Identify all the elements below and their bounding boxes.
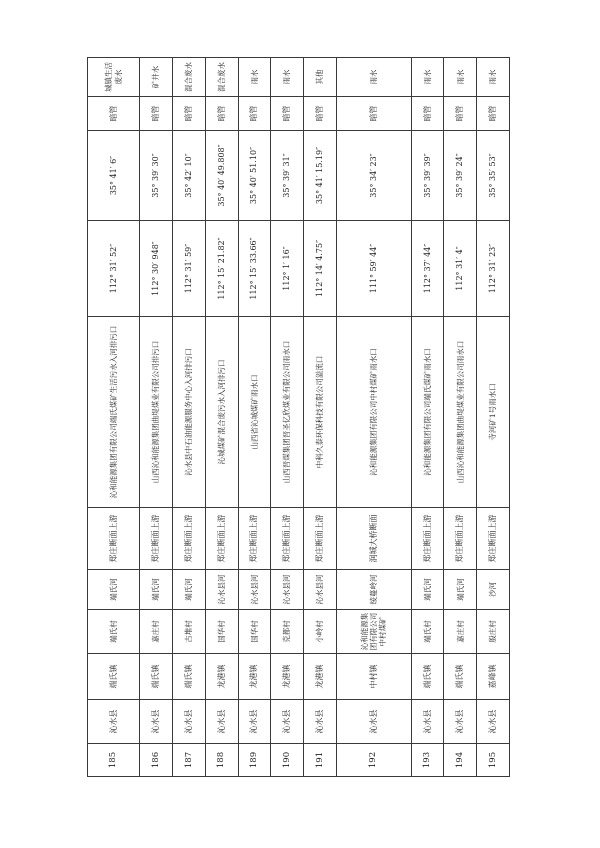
longitude-cell: 112° 1′ 16″ xyxy=(271,221,304,317)
county-cell: 沁水县 xyxy=(205,700,238,744)
discharge-method-cell: 暗管 xyxy=(411,97,444,131)
river-cell: 沁水县河 xyxy=(238,570,271,610)
wastewater-type-cell: 混合废水 xyxy=(173,58,206,97)
row-number: 194 xyxy=(444,744,477,777)
village-cell: 国华村 xyxy=(205,610,238,654)
longitude-cell: 112° 14′ 4.75″ xyxy=(304,221,337,317)
row-number: 185 xyxy=(88,744,140,777)
section-cell: 郑庄断面上游 xyxy=(477,508,510,570)
longitude-cell: 112° 31′ 4″ xyxy=(444,221,477,317)
town-cell: 端氏镇 xyxy=(173,654,206,700)
wastewater-type-cell: 混合废水 xyxy=(205,58,238,97)
outlet-name-cell: 沁和能源集团有限公司中村煤矿雨水口 xyxy=(336,317,411,508)
county-cell: 沁水县 xyxy=(411,700,444,744)
village-cell: 殷庄村 xyxy=(477,610,510,654)
town-cell: 龙港镇 xyxy=(238,654,271,700)
latitude-cell: 35° 40′ 51.10″ xyxy=(238,131,271,221)
longitude-cell: 112° 30′ 948″ xyxy=(140,221,173,317)
discharge-method-cell: 暗管 xyxy=(304,97,337,131)
row-number: 188 xyxy=(205,744,238,777)
table-body xyxy=(88,58,510,777)
river-cell: 端氏河 xyxy=(88,570,140,610)
table-row xyxy=(238,58,271,777)
row-number: 195 xyxy=(477,744,510,777)
table-row xyxy=(205,58,238,777)
table-row xyxy=(173,58,206,777)
outlet-name-cell: 山西晋煤集团晋圣亿欣煤业有限公司雨水口 xyxy=(271,317,304,508)
section-cell: 郑庄断面上游 xyxy=(271,508,304,570)
village-cell: 沁和能源集团有限公司中村煤矿 xyxy=(336,610,411,654)
county-cell: 沁水县 xyxy=(238,700,271,744)
wastewater-type-cell: 雨水 xyxy=(444,58,477,97)
county-cell: 沁水县 xyxy=(88,700,140,744)
outlet-name-cell: 山西沁和能源集团曲堤煤业有限公司雨水口 xyxy=(444,317,477,508)
latitude-cell: 35° 41′ 6″ xyxy=(88,131,140,221)
discharge-method-cell: 暗管 xyxy=(88,97,140,131)
section-cell: 郑庄断面上游 xyxy=(304,508,337,570)
river-cell: 沁水县河 xyxy=(271,570,304,610)
table-row xyxy=(477,58,510,777)
river-cell: 端氏河 xyxy=(173,570,206,610)
village-cell: 嘉庄村 xyxy=(444,610,477,654)
latitude-cell: 35° 40′ 49.808″ xyxy=(205,131,238,221)
table-row xyxy=(444,58,477,777)
discharge-method-cell: 暗管 xyxy=(271,97,304,131)
county-cell: 沁水县 xyxy=(173,700,206,744)
longitude-cell: 112° 15′ 33.66″ xyxy=(238,221,271,317)
town-cell: 龙港镇 xyxy=(304,654,337,700)
village-cell: 端氏村 xyxy=(411,610,444,654)
town-cell: 嘉峰镇 xyxy=(477,654,510,700)
table-row xyxy=(88,58,140,777)
latitude-cell: 35° 35′ 53″ xyxy=(477,131,510,221)
longitude-cell: 112° 31′ 52″ xyxy=(88,221,140,317)
section-cell: 郑庄断面上游 xyxy=(238,508,271,570)
wastewater-type-cell: 雨水 xyxy=(477,58,510,97)
table-row xyxy=(304,58,337,777)
village-cell: 端氏村 xyxy=(88,610,140,654)
outlet-name-cell: 沁和能源集团有限公司端氏煤矿生活污水入河排污口 xyxy=(88,317,140,508)
discharge-method-cell: 暗管 xyxy=(140,97,173,131)
river-cell: 端氏河 xyxy=(444,570,477,610)
section-cell: 郑庄断面上游 xyxy=(411,508,444,570)
row-number: 193 xyxy=(411,744,444,777)
longitude-cell: 112° 37′ 44″ xyxy=(411,221,444,317)
latitude-cell: 35° 39′ 30″ xyxy=(140,131,173,221)
row-number: 191 xyxy=(304,744,337,777)
village-cell: 古堆村 xyxy=(173,610,206,654)
section-cell: 郑庄断面上游 xyxy=(444,508,477,570)
outlet-name-cell: 沁城煤矿混合废污水入河排污口 xyxy=(205,317,238,508)
latitude-cell: 35° 39′ 24″ xyxy=(444,131,477,221)
discharge-method-cell: 暗管 xyxy=(336,97,411,131)
discharge-method-cell: 暗管 xyxy=(238,97,271,131)
wastewater-type-cell: 其他 xyxy=(304,58,337,97)
county-cell: 沁水县 xyxy=(271,700,304,744)
discharge-method-cell: 暗管 xyxy=(477,97,510,131)
outlet-name-cell: 山西省沁城煤矿雨水口 xyxy=(238,317,271,508)
wastewater-type-cell: 雨水 xyxy=(271,58,304,97)
town-cell: 端氏镇 xyxy=(444,654,477,700)
village-cell: 小岭村 xyxy=(304,610,337,654)
section-cell: 润城大桥断面 xyxy=(336,508,411,570)
longitude-cell: 112° 31′ 59″ xyxy=(173,221,206,317)
outlet-name-cell: 沁和能源集团有限公司端氏煤矿雨水口 xyxy=(411,317,444,508)
village-cell: 克都村 xyxy=(271,610,304,654)
outlet-name-cell: 沁水县中石油能源服务中心入河排污口 xyxy=(173,317,206,508)
outlet-table xyxy=(87,57,510,777)
row-number: 189 xyxy=(238,744,271,777)
outlet-table-rotated xyxy=(87,58,510,777)
wastewater-type-cell: 城镇生活废水 xyxy=(88,58,140,97)
section-cell: 郑庄断面上游 xyxy=(88,508,140,570)
river-cell: 绫蔓岭河 xyxy=(336,570,411,610)
table-row xyxy=(411,58,444,777)
section-cell: 郑庄断面上游 xyxy=(173,508,206,570)
town-cell: 端氏镇 xyxy=(140,654,173,700)
discharge-method-cell: 暗管 xyxy=(173,97,206,131)
county-cell: 沁水县 xyxy=(336,700,411,744)
row-number: 190 xyxy=(271,744,304,777)
discharge-method-cell: 暗管 xyxy=(444,97,477,131)
town-cell: 龙港镇 xyxy=(205,654,238,700)
section-cell: 郑庄断面上游 xyxy=(205,508,238,570)
rotated-table-container xyxy=(87,58,510,777)
town-cell: 龙港镇 xyxy=(271,654,304,700)
section-cell: 郑庄断面上游 xyxy=(140,508,173,570)
latitude-cell: 35° 42′ 10″ xyxy=(173,131,206,221)
wastewater-type-cell: 雨水 xyxy=(411,58,444,97)
row-number: 187 xyxy=(173,744,206,777)
village-cell: 嘉庄村 xyxy=(140,610,173,654)
county-cell: 沁水县 xyxy=(304,700,337,744)
county-cell: 沁水县 xyxy=(140,700,173,744)
row-number: 186 xyxy=(140,744,173,777)
village-cell: 国华村 xyxy=(238,610,271,654)
latitude-cell: 35° 39′ 39″ xyxy=(411,131,444,221)
outlet-name-cell: 寺河矿1号雨水口 xyxy=(477,317,510,508)
town-cell: 端氏镇 xyxy=(411,654,444,700)
wastewater-type-cell: 雨水 xyxy=(238,58,271,97)
table-row xyxy=(336,58,411,777)
discharge-method-cell: 暗管 xyxy=(205,97,238,131)
latitude-cell: 35° 41′ 15.19″ xyxy=(304,131,337,221)
river-cell: 沁水县河 xyxy=(304,570,337,610)
river-cell: 沁水县河 xyxy=(205,570,238,610)
river-cell: 端氏河 xyxy=(140,570,173,610)
town-cell: 端氏镇 xyxy=(88,654,140,700)
latitude-cell: 35° 39′ 31″ xyxy=(271,131,304,221)
river-cell: 沙河 xyxy=(477,570,510,610)
outlet-name-cell: 山西沁和能源集团曲堤煤业有限公司排污口 xyxy=(140,317,173,508)
town-cell: 中村镇 xyxy=(336,654,411,700)
county-cell: 沁水县 xyxy=(477,700,510,744)
river-cell: 端氏河 xyxy=(411,570,444,610)
longitude-cell: 112° 15′ 21.82″ xyxy=(205,221,238,317)
longitude-cell: 111° 59′ 44″ xyxy=(336,221,411,317)
wastewater-type-cell: 矿井水 xyxy=(140,58,173,97)
table-row xyxy=(140,58,173,777)
latitude-cell: 35° 34′ 23″ xyxy=(336,131,411,221)
county-cell: 沁水县 xyxy=(444,700,477,744)
longitude-cell: 112° 31′ 23″ xyxy=(477,221,510,317)
outlet-name-cell: 中科久泰环保科技有限公司溢流口 xyxy=(304,317,337,508)
row-number: 192 xyxy=(336,744,411,777)
wastewater-type-cell: 雨水 xyxy=(336,58,411,97)
table-row xyxy=(271,58,304,777)
